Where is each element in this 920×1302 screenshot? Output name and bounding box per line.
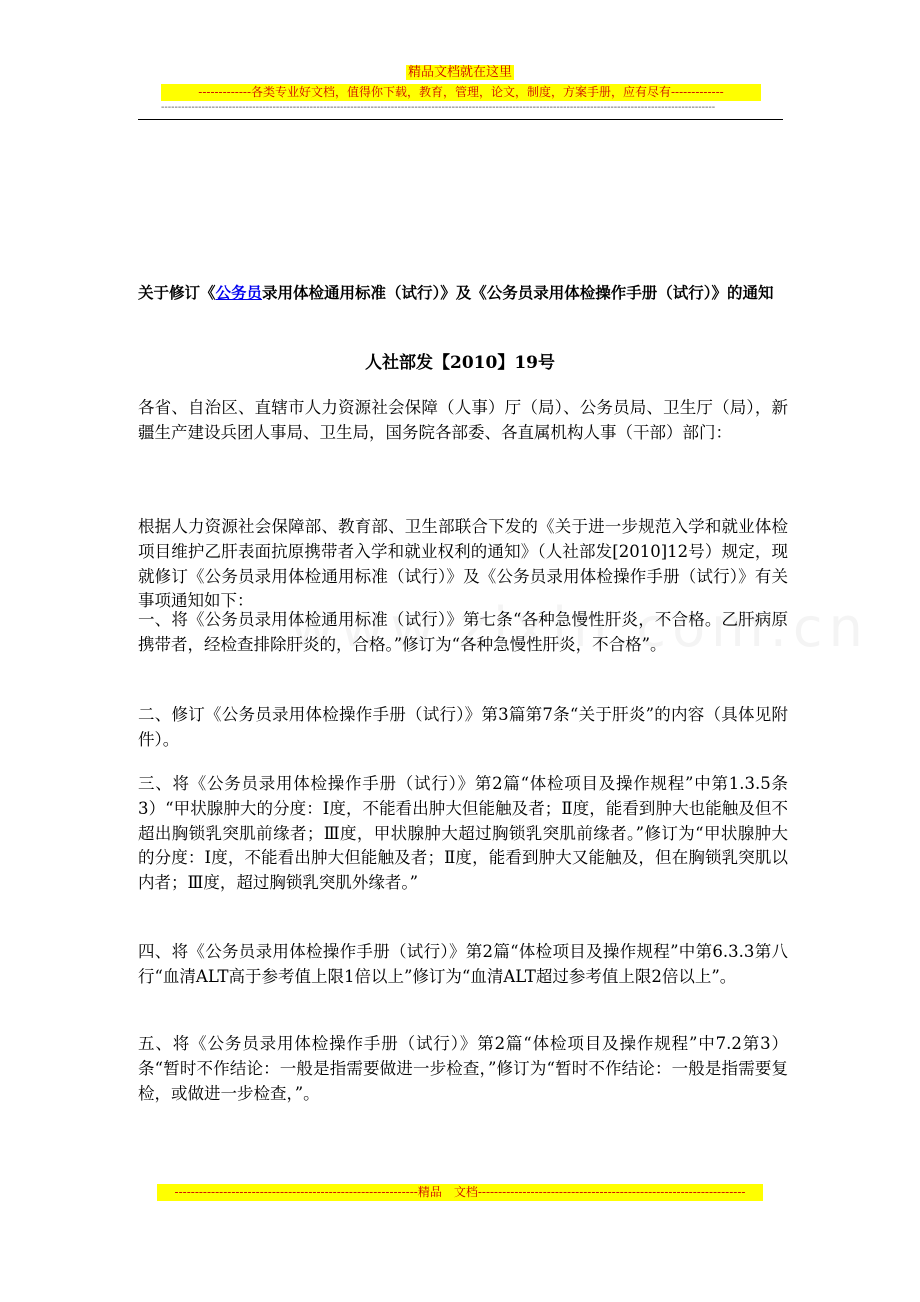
header-dashes: -------------------------------------------------------------------------------------------------------------------------------------------------------------------- bbox=[161, 102, 716, 113]
item-5-paragraph: 五、将《公务员录用体检操作手册（试行）》第2篇“体检项目及操作规程”中7.2第3）条“暂时不作结论：一般是指需要做进一步检查，”修订为“暂时不作结论：一般是指需要复检，或做进一步检查，”。 bbox=[138, 1034, 788, 1103]
header-title-text: 精品文档就在这里 bbox=[407, 65, 512, 80]
civil-servant-link[interactable]: 公务员 bbox=[215, 284, 263, 302]
header-tagline: -------------各类专业好文档，值得你下载，教育，管理，论文，制度，方案手册，应有尽有------------- bbox=[161, 84, 761, 101]
document-number: 人社部发【2010】19号 bbox=[365, 353, 555, 373]
header-title bbox=[0, 64, 920, 81]
item-4-paragraph: 四、将《公务员录用体检操作手册（试行）》第2篇“体检项目及操作规程”中第6.3.3第八行“血清ALT高于参考值上限1倍以上”修订为“血清ALT超过参考值上限2倍以上”。 bbox=[138, 942, 788, 986]
item-2-paragraph: 二、修订《公务员录用体检操作手册（试行）》第3篇第7条“关于肝炎”的内容（具体见附件）。 bbox=[138, 705, 788, 749]
item-1-paragraph: 一、将《公务员录用体检通用标准（试行）》第七条“各种急慢性肝炎，不合格。乙肝病原携带者，经检查排除肝炎的，合格。”修订为“各种急慢性肝炎，不合格”。 bbox=[138, 610, 788, 654]
title-prefix: 关于修订《 bbox=[138, 284, 216, 302]
header-divider bbox=[138, 119, 783, 120]
footer-banner: ------------------------------------------------------------精品 文档------------------------------------------------------------------ bbox=[157, 1184, 763, 1201]
intro-paragraph: 根据人力资源社会保障部、教育部、卫生部联合下发的《关于进一步规范入学和就业体检项目维护乙肝表面抗原携带者入学和就业权利的通知》（人社部发[2010]12号）规定，现就修订《公务员录用体检通用标准（试行）》及《公务员录用体检操作手册（试行）》有关事项通知如下： bbox=[138, 517, 788, 611]
document-title bbox=[138, 282, 786, 305]
title-suffix: 录用体检通用标准（试行）》及《公务员录用体检操作手册（试行）》的通知 bbox=[262, 284, 774, 302]
item-3-paragraph: 三、将《公务员录用体检操作手册（试行）》第2篇“体检项目及操作规程”中第1.3.5条3）“甲状腺肿大的分度：Ⅰ度，不能看出肿大但能触及者；Ⅱ度，能看到肿大也能触及但不超出胸锁乳突肌前缘者；Ⅲ度，甲状腺肿大超过胸锁乳突肌前缘者。”修订为“甲状腺肿大的分度：Ⅰ度，不能看出肿大但能触及者；Ⅱ度，能看到肿大又能触及，但在胸锁乳突肌以内者；Ⅲ度，超过胸锁乳突肌外缘者。” bbox=[138, 774, 788, 893]
addressee-paragraph: 各省、自治区、直辖市人力资源社会保障（人事）厅（局）、公务员局、卫生厅（局），新疆生产建设兵团人事局、卫生局，国务院各部委、各直属机构人事（干部）部门： bbox=[138, 398, 788, 442]
